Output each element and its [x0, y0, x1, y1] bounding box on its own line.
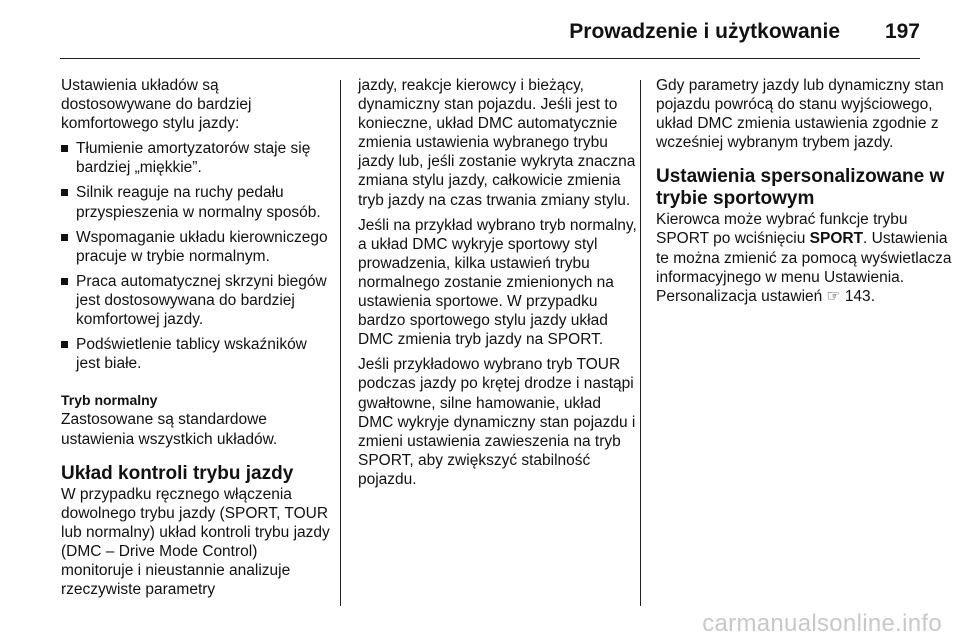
column-middle — [358, 76, 638, 495]
list-item — [61, 139, 333, 177]
page-header-title: Prowadzenie i użytkowanie — [569, 20, 840, 43]
list-item-text: Podświetlenie tablicy wskaźników jest białe. — [76, 336, 307, 373]
column-divider-2 — [640, 80, 641, 606]
column-right — [656, 76, 956, 312]
list-item — [61, 335, 333, 373]
column-left — [61, 76, 333, 605]
bullet-square-icon — [61, 234, 68, 241]
normal-mode-subheading: Tryb normalny — [61, 392, 158, 409]
column-divider-1 — [340, 80, 341, 606]
list-item — [61, 272, 333, 329]
watermark: carmanualsonline.info — [702, 610, 942, 637]
bullet-square-icon — [61, 341, 68, 348]
bullet-square-icon — [61, 145, 68, 152]
list-item-text: Tłumienie amortyzatorów staje się bardziej „miękkie”. — [76, 140, 311, 177]
list-item-text: Praca automatycznej skrzyni biegów jest dostosowywana do bardziej komfortowej jazdy. — [76, 272, 327, 329]
page-reference-icon: ☞ — [826, 287, 841, 305]
page-reference-link[interactable]: 143 — [844, 287, 871, 305]
return-to-mode-paragraph: Gdy parametry jazdy lub dynamiczny stan pojazdu powrócą do stanu wyjściowego, układ DMC zmienia ustawienia zgodnie z wcześniej wybranym trybem jazdy. — [656, 77, 944, 152]
normal-mode-paragraph: Zastosowane są standardowe ustawienia wszystkich układów. — [61, 411, 278, 448]
bullet-square-icon — [61, 278, 68, 285]
settings-bullet-list — [61, 139, 333, 373]
intro-paragraph: Ustawienia układów są dostosowywane do bardziej komfortowego stylu jazdy: — [61, 77, 252, 133]
page-number: 197 — [884, 20, 920, 43]
list-item — [61, 228, 333, 266]
header-divider — [60, 58, 920, 59]
normal-mode-example-paragraph: Jeśli na przykład wybrano tryb normalny, a układ DMC wykryje sportowy styl prowadzenia, kilka ustawień trybu normalnego zostanie zmienionych na ustawienia sportowe. W przypadku bardzo sportowego stylu jazdy układ DMC zmienia tryb jazdy na SPORT. — [358, 216, 637, 349]
dmc-section-heading: Układ kontroli trybu jazdy — [61, 462, 294, 484]
sport-personalization-heading: Ustawienia spersonalizowane w trybie sportowym — [656, 166, 945, 210]
bullet-square-icon — [61, 189, 68, 196]
dmc-continued-paragraph: jazdy, reakcje kierowcy i bieżący, dynamiczny stan pojazdu. Jeśli jest to konieczne, układ DMC automatycznie zmienia ustawienia wybranego trybu jazdy lub, jeśli zostanie wykryta znaczna zmiana stylu jazdy, całkowicie zmienia tryb jazdy na czas trwania zmiany stylu. — [358, 77, 636, 209]
sport-personalization-paragraph — [656, 210, 956, 305]
paragraph-text: . — [870, 287, 875, 305]
paragraph-text: . Ustawienia te można zmienić za pomocą wyświetlacza informacyjnego w menu Ustawienia. Personalizacja ustawień — [656, 230, 952, 305]
tour-mode-example-paragraph: Jeśli przykładowo wybrano tryb TOUR podczas jazdy po krętej drodze i nastąpi gwałtowne, silne hamowanie, układ DMC wykryje dynamiczny stan pojazdu i zmieni ustawienia zawieszenia na tryb SPORT, aby zwiększyć stabilność pojazdu. — [358, 356, 636, 488]
dmc-paragraph: W przypadku ręcznego włączenia dowolnego trybu jazdy (SPORT, TOUR lub normalny) układ kontroli trybu jazdy (DMC – Drive Mode Control) monitoruje i nieustannie analizuje rzeczywiste parametry — [61, 485, 330, 599]
list-item-text: Silnik reaguje na ruchy pedału przyspieszenia w normalny sposób. — [76, 184, 321, 221]
list-item-text: Wspomaganie układu kierowniczego pracuje w trybie normalnym. — [76, 228, 328, 265]
sport-button-label: SPORT — [809, 230, 864, 248]
paragraph-text: Kierowca może wybrać funkcje trybu SPORT po wciśnięciu — [656, 211, 908, 248]
list-item — [61, 183, 333, 221]
